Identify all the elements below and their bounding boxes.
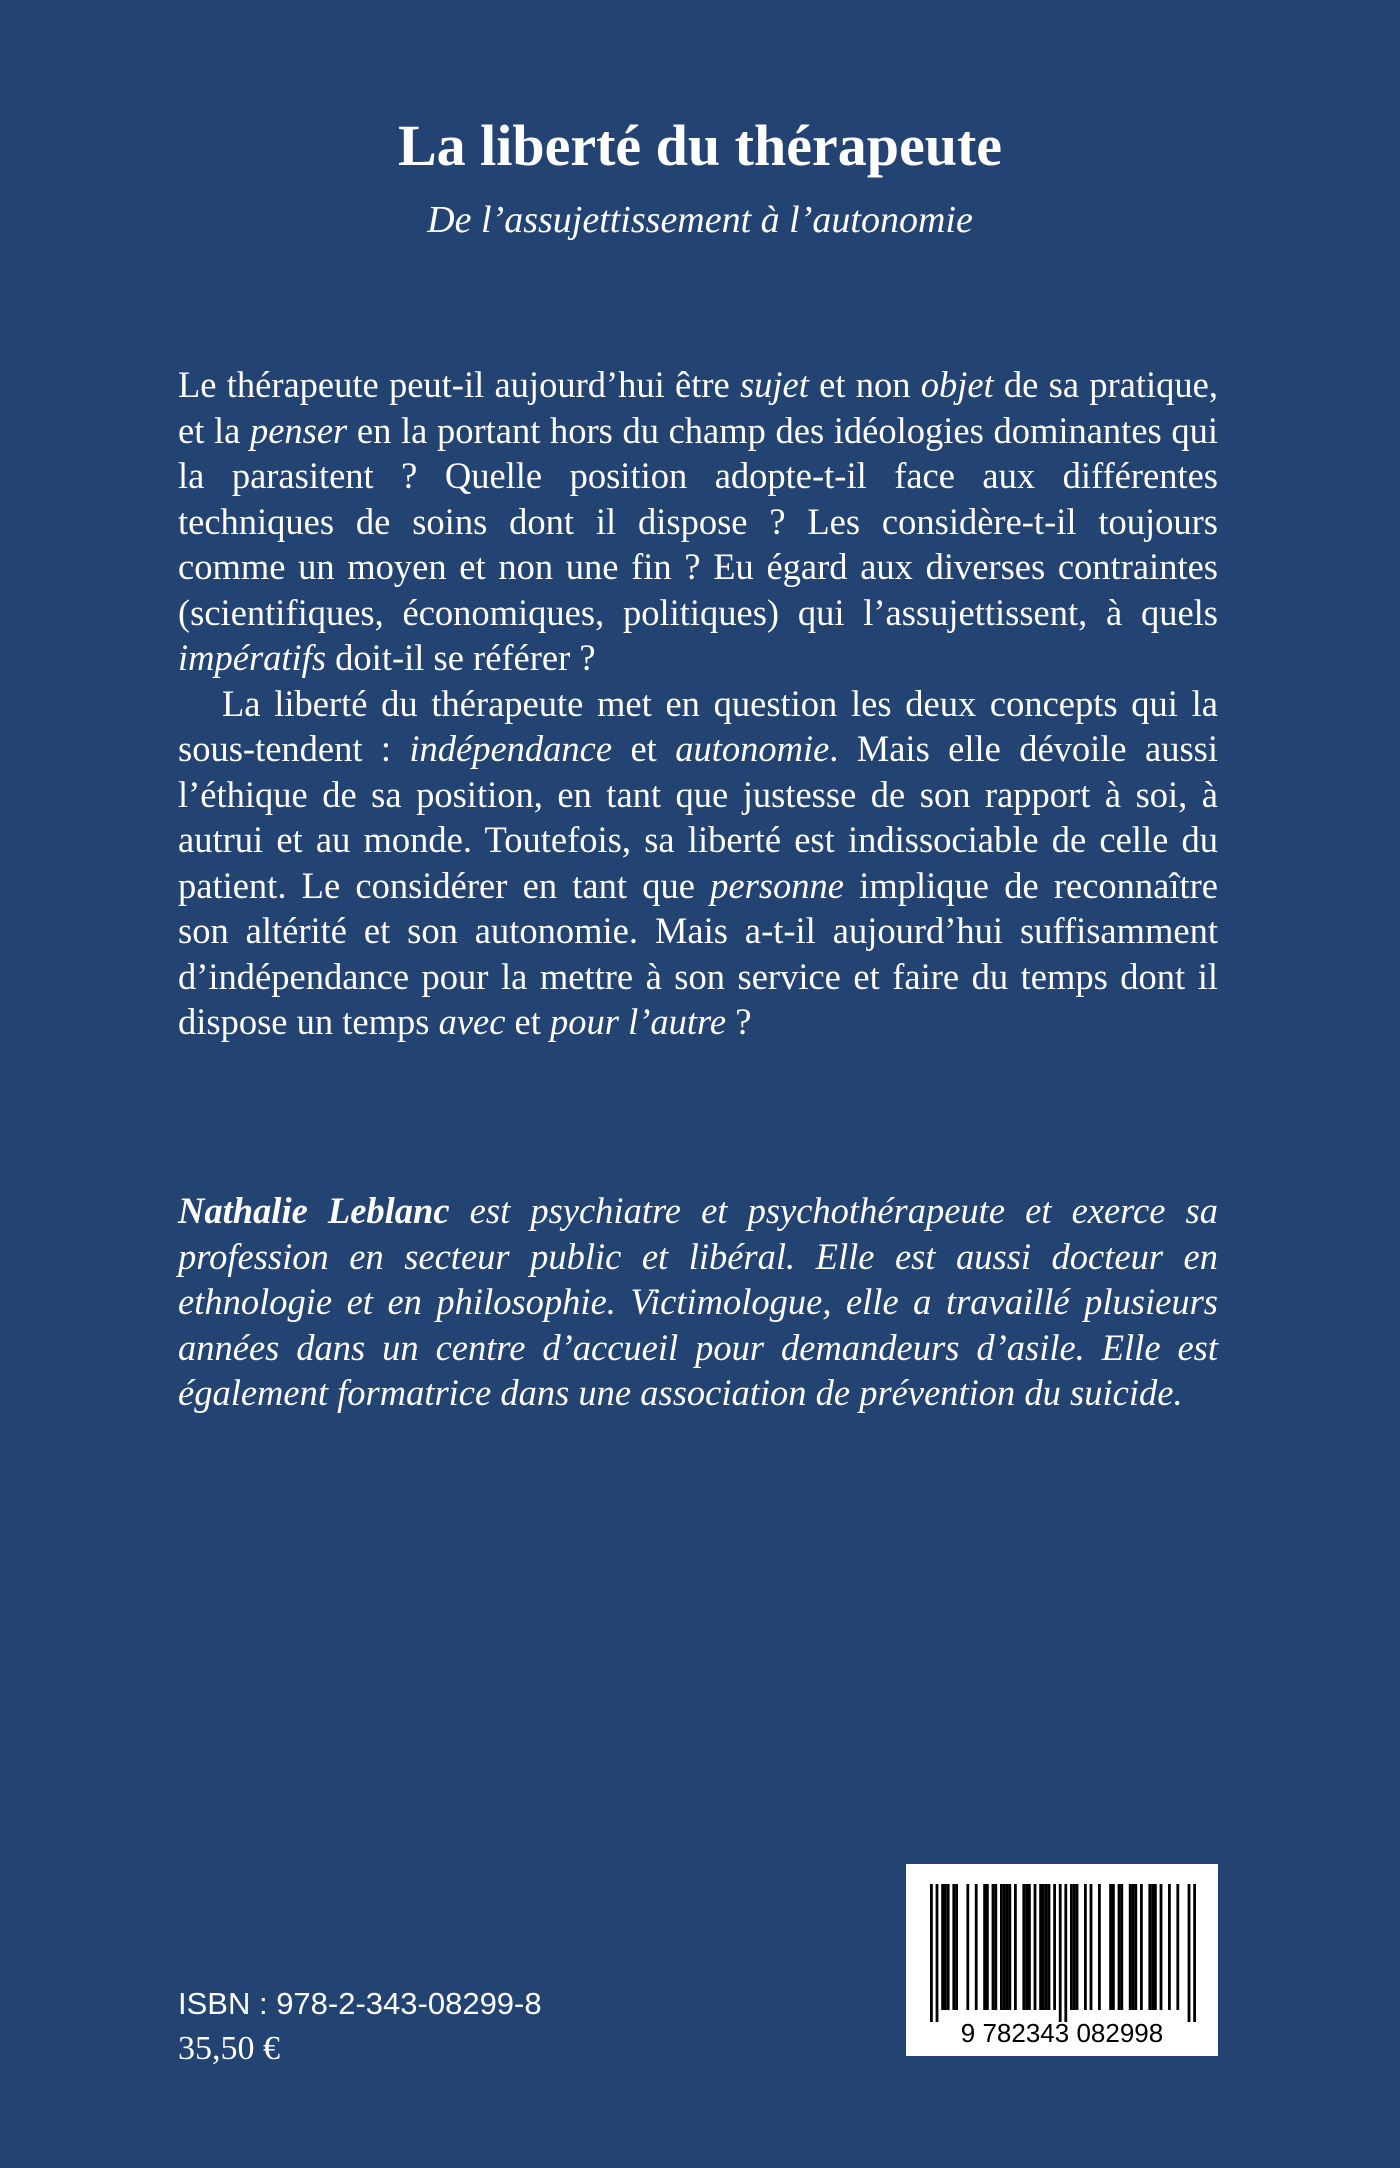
barcode-bar	[952, 1884, 955, 2010]
barcode-bar	[936, 1884, 939, 2022]
barcode-bar	[1148, 1884, 1151, 2010]
author-bio-text: est psychiatre et psychothérapeute et exerce sa profession en secteur public et libéral. Elle est aussi docteur en ethnologie et en philosophie. Victimologue, elle a travaillé plusieurs années dans un centre d’accueil pour demandeurs d’asile. Elle est également formatrice dans une association de prévention du suicide.	[178, 1190, 1219, 1413]
barcode-bar	[1118, 1884, 1121, 2010]
barcode-bar	[1120, 1884, 1123, 2010]
barcode-bar	[1028, 1884, 1031, 2010]
barcode-graphic	[906, 1864, 1218, 2056]
barcode-bar	[1014, 1884, 1017, 2010]
barcode-bar	[1042, 1884, 1045, 2010]
barcode-bar	[1006, 1884, 1009, 2010]
summary-paragraph-1	[178, 362, 1218, 681]
barcode-bar	[1073, 1884, 1076, 2010]
emphasis: personne	[710, 864, 844, 906]
barcode-bar	[1070, 1884, 1073, 2010]
text-run: . Mais elle dévoile aussi l’éthique de sa position, en tant que justesse de son rapport à soi, à autrui et au monde. Toutefois, sa liberté est indissociable de celle du patient. Le considérer en tant que	[178, 728, 1219, 906]
barcode-bar	[994, 1884, 997, 2010]
barcode-bar	[1098, 1884, 1101, 2010]
barcode-bar	[1140, 1884, 1143, 2010]
price: 35,50 €	[178, 2030, 280, 2067]
barcode-bar	[1022, 1884, 1025, 2010]
author-name: Nathalie Leblanc	[178, 1190, 450, 1231]
barcode-bar	[1000, 1884, 1003, 2010]
barcode-bar	[975, 1884, 978, 2010]
text-run: Le thérapeute peut-il aujourd’hui être	[178, 364, 740, 405]
emphasis: impératifs	[178, 637, 327, 678]
text-run: et	[612, 728, 676, 769]
barcode-bar	[1168, 1884, 1171, 2010]
barcode-bar	[944, 1884, 947, 2010]
text-run: La liberté du thérapeute met en question les deux concepts qui la sous-tendent :	[178, 682, 1218, 769]
barcode-bar	[941, 1884, 944, 2010]
barcode-bar	[930, 1884, 933, 2022]
barcode-bar	[955, 1884, 958, 2010]
barcode-bar	[1090, 1884, 1093, 2010]
barcode-bar	[1048, 1884, 1051, 2010]
barcode-bar	[1034, 1884, 1037, 2010]
barcode-bar	[1132, 1884, 1135, 2010]
text-run: en la portant hors du champ des idéologies dominantes qui la parasitent ? Quelle position adopte-t-il face aux différentes techniques de soins dont il dispose ? Les considère-t-il toujours comme un moyen et non une fin ? Eu égard aux diverses contraintes (scientifiques, économiques, politiques) qui l’assujettissent, à quels	[178, 409, 1218, 633]
barcode-bar	[1059, 1884, 1062, 2022]
emphasis: autonomie	[675, 728, 830, 769]
text-run: et	[505, 1001, 551, 1042]
author-bio	[178, 1188, 1218, 1416]
text-run: de sa pratique, et la	[178, 364, 1218, 451]
summary-paragraph-2	[178, 681, 1218, 1045]
barcode-bar	[986, 1884, 989, 2010]
emphasis: sujet	[739, 364, 809, 405]
barcode-bar	[992, 1884, 995, 2010]
barcode-bar	[983, 1884, 986, 2010]
barcode-bar	[1112, 1884, 1115, 2010]
barcode-bar	[966, 1884, 969, 2010]
barcode-bar	[1064, 1884, 1067, 2022]
barcode-bar	[1176, 1884, 1179, 2010]
text-run: implique de reconnaître son altérité et son autonomie. Mais a-t-il aujourd’hui suffisamment d’indépendance pour la mettre à son service et faire du temps dont il dispose un temps	[178, 864, 1219, 1042]
barcode-bar	[1076, 1884, 1079, 2010]
barcode-bar	[1039, 1884, 1042, 2010]
barcode	[906, 1864, 1218, 2056]
barcode-bar	[1154, 1884, 1157, 2010]
emphasis: penser	[249, 409, 348, 451]
barcode-bar	[1160, 1884, 1163, 2010]
barcode-bar	[1151, 1884, 1154, 2010]
emphasis: avec	[438, 1001, 506, 1042]
barcode-bar	[1084, 1884, 1087, 2010]
barcode-bar	[947, 1884, 950, 2010]
isbn: ISBN : 978-2-343-08299-8	[178, 1986, 542, 2021]
barcode-bar	[1053, 1884, 1056, 2010]
barcode-bar	[1129, 1884, 1132, 2010]
book-title: La liberté du thérapeute	[397, 113, 1003, 178]
barcode-bar	[1193, 1884, 1196, 2022]
text-run: et non	[808, 364, 921, 405]
emphasis: pour l’autre	[550, 1001, 727, 1042]
barcode-bar	[1045, 1884, 1048, 2010]
emphasis: objet	[920, 364, 994, 405]
text-run: ?	[726, 1001, 752, 1042]
book-subtitle: De l’assujettissement à l’autonomie	[427, 199, 973, 241]
barcode-bar	[1134, 1884, 1137, 2010]
back-cover-summary	[178, 362, 1218, 1045]
barcode-bar	[1008, 1884, 1011, 2010]
barcode-digits: 9 782343 082998	[960, 2018, 1164, 2048]
barcode-bar	[1025, 1884, 1028, 2010]
barcode-bar	[1109, 1884, 1112, 2010]
barcode-bar	[1188, 1884, 1191, 2022]
emphasis: indépendance	[409, 728, 613, 769]
barcode-bar	[1003, 1884, 1006, 2010]
text-run: doit-il se référer ?	[326, 637, 596, 678]
